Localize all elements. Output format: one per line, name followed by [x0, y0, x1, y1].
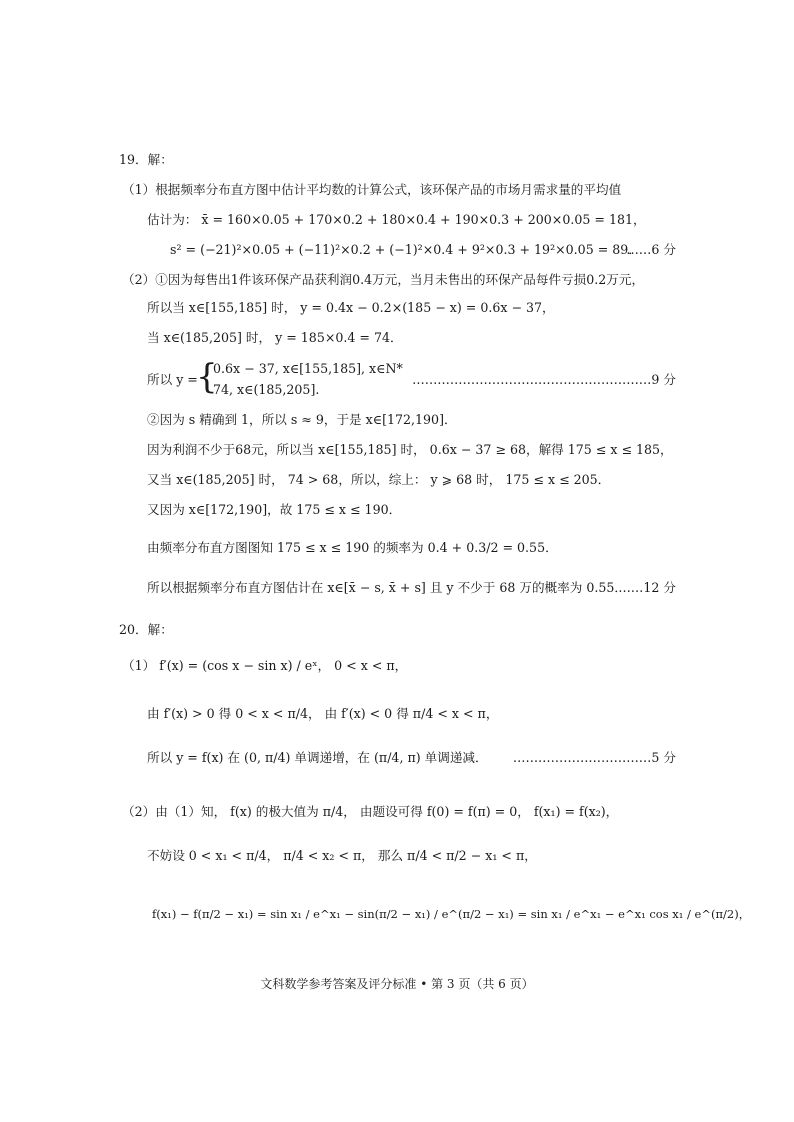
q19-part1-score: ……6 分 [626, 242, 676, 257]
q19-part2-line8: 又因为 x∈[172,190]，故 175 ≤ x ≤ 190． [147, 502, 402, 517]
q19-part2-line9: 由频率分布直方图图知 175 ≤ x ≤ 190 的频率为 0.4 + 0.3/2 = 0.55． [147, 540, 558, 555]
q20-part1-line3: 所以 y = f(x) 在 (0, π/4) 单调递增，在 (π/4, π) 单调递减． [147, 750, 488, 765]
q19-piecewise-case2: 74, x∈(185,205]. [213, 382, 320, 397]
q19-part1-line2: 估计为： x̄ = 160×0.05 + 170×0.2 + 180×0.4 + 190×0.3 + 200×0.05 = 181， [147, 212, 646, 227]
q20-part1-line1: （1） f′(x) = (cos x − sin x) / eˣ， 0 < x < π， [122, 658, 408, 673]
q19-part1-line1: （1）根据频率分布直方图中估计平均数的计算公式，该环保产品的市场月需求量的平均值 [122, 182, 622, 197]
q19-part1-line3: s² = (−21)²×0.05 + (−11)²×0.2 + (−1)²×0.4 + 9²×0.3 + 19²×0.05 = 89． [170, 242, 641, 257]
q20-part1-score: ……………………………5 分 [512, 750, 676, 765]
q19-part2-score2: ……12 分 [618, 580, 676, 595]
q19-part2-line3: 当 x∈(185,205] 时， y = 185×0.4 = 74． [147, 330, 403, 345]
q19-part2-line10: 所以根据频率分布直方图估计在 x∈[x̄ − s, x̄ + s] 且 y 不少于 68 万的概率为 0.55． [147, 580, 627, 595]
q20-part2-line3: f(x₁) − f(π/2 − x₁) = sin x₁ / e^x₁ − sin(π/2 − x₁) / e^(π/2 − x₁) = sin x₁ / e^x₁ − e^x₁ cos x₁ / e^(π/2)， [152, 907, 751, 921]
q19-part2-line5: ②因为 s 精确到 1，所以 s ≈ 9，于是 x∈[172,190]． [147, 412, 457, 427]
q19-heading: 19．解： [119, 152, 173, 167]
q19-part2-line2: 所以当 x∈[155,185] 时， y = 0.4x − 0.2×(185 − x) = 0.6x − 37， [147, 300, 555, 315]
q20-part1-line2: 由 f′(x) > 0 得 0 < x < π/4， 由 f′(x) < 0 得 π/4 < x < π， [147, 706, 499, 721]
piecewise-brace: { [196, 357, 218, 397]
q19-part2-score1: …………………………………………………9 分 [412, 372, 676, 387]
q19-part2-line6: 因为利润不少于68元，所以当 x∈[155,185] 时， 0.6x − 37 ≥ 68，解得 175 ≤ x ≤ 185， [147, 442, 673, 457]
q19-piecewise-case1: 0.6x − 37, x∈[155,185], x∈N* [213, 361, 403, 376]
q20-part2-line2: 不妨设 0 < x₁ < π/4， π/4 < x₂ < π， 那么 π/4 < π/2 − x₁ < π， [147, 848, 537, 863]
q19-part2-line1: （2）①因为每售出1件该环保产品获利润0.4万元，当月未售出的环保产品每件亏损0.2万元， [122, 272, 645, 287]
q20-part2-line1: （2）由（1）知， f(x) 的极大值为 π/4， 由题设可得 f(0) = f(π) = 0， f(x₁) = f(x₂)， [122, 804, 619, 819]
q20-heading: 20．解： [119, 622, 173, 637]
q19-part2-line7: 又当 x∈(185,205] 时， 74 > 68，所以，综上： y ⩾ 68 时， 175 ≤ x ≤ 205． [147, 472, 611, 487]
q19-piecewise-prefix: 所以 y = [147, 372, 198, 387]
page-footer: 文科数学参考答案及评分标准 • 第 3 页（共 6 页） [260, 977, 534, 991]
